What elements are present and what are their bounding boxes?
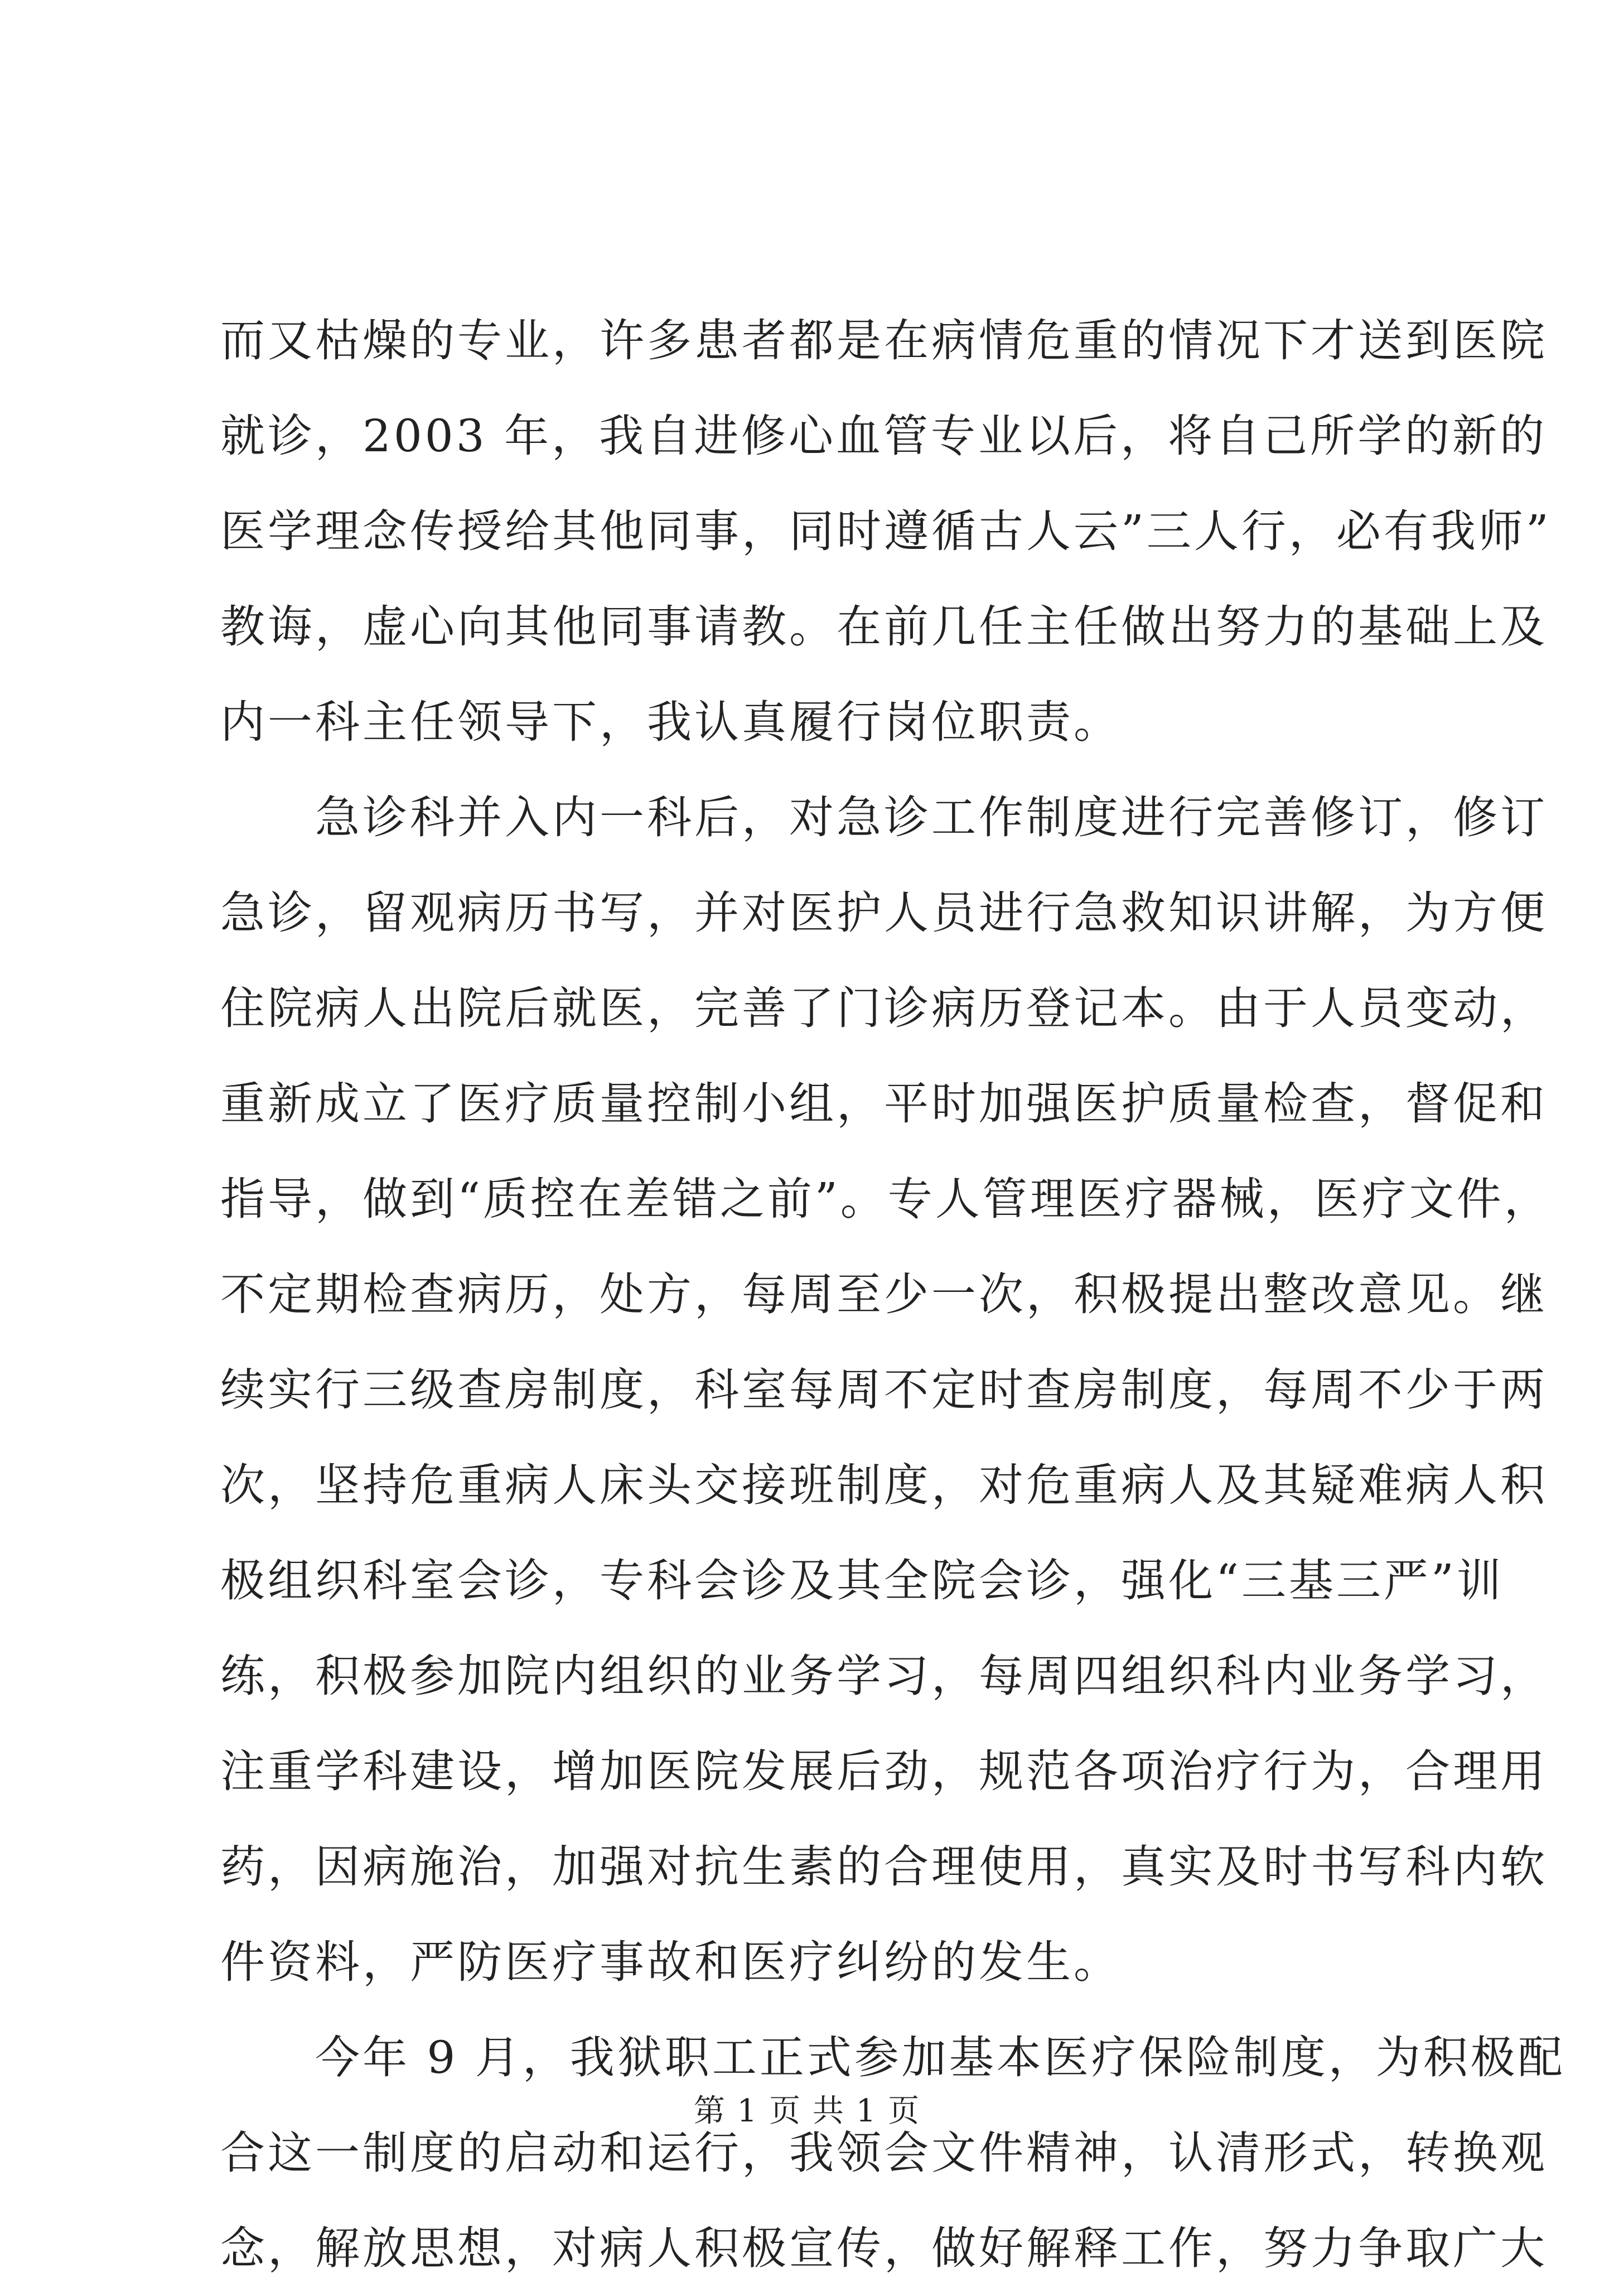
text-line: 念，解放思想，对病人积极宣传，做好解释工作，努力争取广大 <box>220 2222 1548 2274</box>
text-line: 就诊，2003 年，我自进修心血管专业以后，将自己所学的新的 <box>220 410 1548 462</box>
text-line: 续实行三级查房制度，科室每周不定时查房制度，每周不少于两 <box>220 1364 1548 1416</box>
text-line: 重新成立了医疗质量控制小组，平时加强医护质量检查，督促和 <box>220 1078 1548 1130</box>
text-line: 合这一制度的启动和运行，我领会文件精神，认清形式，转换观 <box>220 2127 1548 2179</box>
text-line: 住院病人出院后就医，完善了门诊病历登记本。由于人员变动， <box>220 982 1548 1034</box>
paragraph-start-line: 急诊科并入内一科后，对急诊工作制度进行完善修订，修订 <box>315 792 1548 843</box>
text-line: 不定期检查病历，处方，每周至少一次，积极提出整改意见。继 <box>220 1268 1548 1320</box>
text-line: 而又枯燥的专业，许多患者都是在病情危重的情况下才送到医院 <box>220 315 1548 366</box>
text-line: 练，积极参加院内组织的业务学习，每周四组织科内业务学习， <box>220 1650 1548 1702</box>
text-line: 极组织科室会诊，专科会诊及其全院会诊，强化“三基三严”训 <box>220 1555 1504 1607</box>
text-line: 医学理念传授给其他同事，同时遵循古人云”三人行，必有我师” <box>220 505 1552 557</box>
text-line: 次，坚持危重病人床头交接班制度，对危重病人及其疑难病人积 <box>220 1459 1548 1511</box>
paragraph-start-line: 今年 9 月，我狱职工正式参加基本医疗保险制度，为积极配 <box>315 2032 1565 2083</box>
text-line: 件资料，严防医疗事故和医疗纠纷的发生。 <box>220 1936 1121 1988</box>
body-text <box>220 293 1565 2296</box>
text-line: 药，因病施治，加强对抗生素的合理使用，真实及时书写科内软 <box>220 1841 1548 1893</box>
text-line: 急诊，留观病历书写，并对医护人员进行急救知识讲解，为方便 <box>220 887 1548 939</box>
text-line: 注重学科建设，增加医院发展后劲，规范各项治疗行为，合理用 <box>220 1745 1548 1797</box>
page-footer: 第 1 页 共 1 页 <box>693 2093 921 2129</box>
text-line: 指导，做到“质控在差错之前”。专人管理医疗器械，医疗文件， <box>220 1173 1552 1225</box>
text-line: 教诲，虚心向其他同事请教。在前几任主任做出努力的基础上及 <box>220 601 1548 653</box>
text-line: 内一科主任领导下，我认真履行岗位职责。 <box>220 696 1121 748</box>
